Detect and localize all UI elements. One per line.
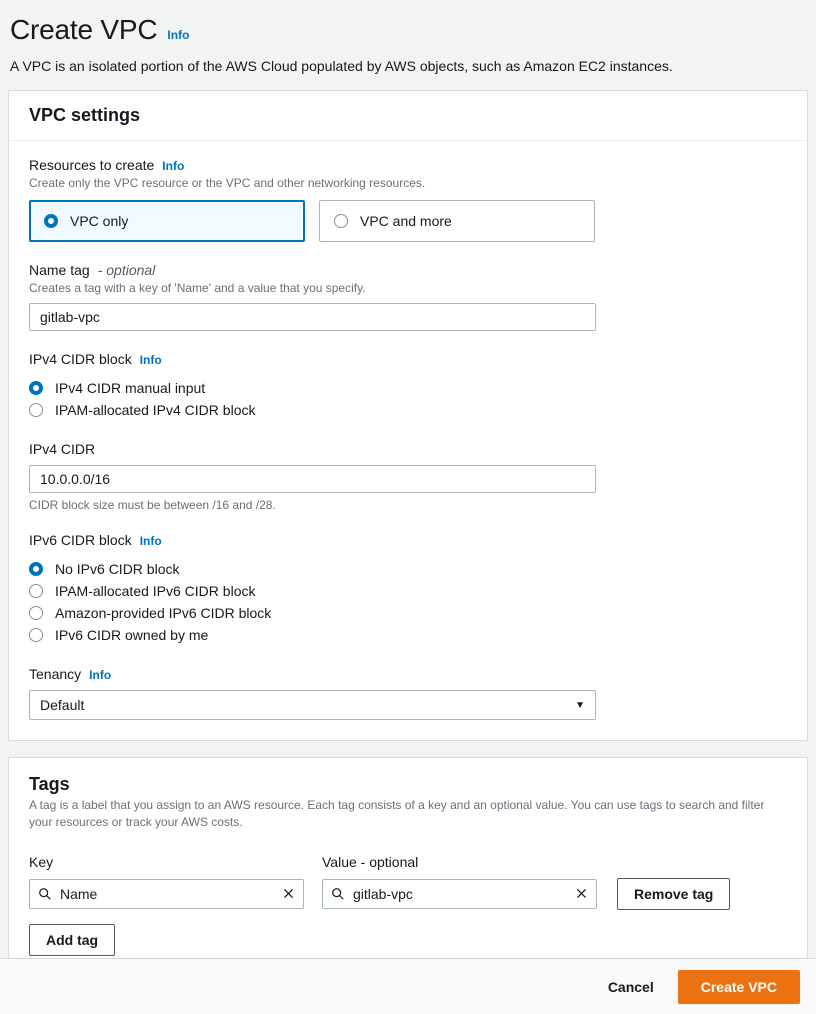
- search-icon: [331, 887, 345, 901]
- tags-description: A tag is a label that you assign to an AWS resource. Each tag consists of a key and an optional value. You can use tags to search and filter your resources or track your AWS costs.: [29, 798, 765, 830]
- tenancy-label-text: Tenancy: [29, 666, 82, 682]
- resource-option-vpc-only-label: VPC only: [70, 213, 129, 229]
- table-row: [29, 878, 787, 910]
- create-vpc-button[interactable]: Create VPC: [678, 970, 800, 1004]
- tenancy-info-link[interactable]: Info: [89, 668, 112, 682]
- ipv6-option-amazon-provided[interactable]: [29, 602, 787, 624]
- tag-value-input[interactable]: [322, 879, 597, 909]
- resources-to-create-description: Create only the VPC resource or the VPC and other networking resources.: [29, 176, 426, 190]
- tags-title: Tags: [29, 774, 70, 794]
- ipv4-cidr-input[interactable]: [29, 465, 596, 493]
- page-header: [0, 0, 816, 74]
- ipv4-cidr-block-label: [29, 351, 787, 367]
- tags-value-header-text: Value: [322, 853, 357, 870]
- ipv4-cidr-block-field: [29, 351, 787, 421]
- tenancy-selected-value: Default: [40, 697, 85, 713]
- name-tag-input[interactable]: [29, 303, 596, 331]
- tag-key-input[interactable]: [29, 879, 304, 909]
- radio-ipv6-ipam-icon: [29, 584, 43, 598]
- page-description: A VPC is an isolated portion of the AWS Cloud populated by AWS objects, such as Amazon EC2 instances.: [10, 58, 673, 74]
- ipv4-option-manual-input[interactable]: [29, 377, 787, 399]
- ipv4-cidr-block-options: [29, 377, 787, 421]
- ipv4-cidr-block-label-text: IPv4 CIDR block: [29, 351, 132, 367]
- tag-key-value: Name: [60, 885, 98, 902]
- resource-option-vpc-only[interactable]: [29, 200, 305, 242]
- ipv6-cidr-block-label-text: IPv6 CIDR block: [29, 532, 132, 548]
- ipv6-option-ipam[interactable]: [29, 580, 787, 602]
- clear-icon[interactable]: [282, 887, 295, 900]
- name-tag-optional: - optional: [97, 262, 156, 278]
- resource-option-vpc-and-more-label: VPC and more: [360, 213, 452, 229]
- tenancy-select[interactable]: [29, 690, 596, 720]
- ipv4-cidr-hint: CIDR block size must be between /16 and /28.: [29, 498, 276, 512]
- name-tag-label-text: Name tag: [29, 262, 90, 278]
- name-tag-description: Creates a tag with a key of 'Name' and a value that you specify.: [29, 281, 366, 295]
- tags-column-headers: [29, 854, 787, 870]
- ipv6-cidr-block-field: [29, 532, 787, 646]
- radio-ipv4-manual-icon: [29, 381, 43, 395]
- ipv6-option-amazon-label: Amazon-provided IPv6 CIDR block: [55, 605, 272, 621]
- resources-to-create-options: [29, 200, 787, 242]
- search-icon: [38, 887, 52, 901]
- tags-value-header: [322, 854, 597, 870]
- vpc-settings-panel: [8, 90, 808, 741]
- page-info-link[interactable]: Info: [167, 28, 190, 42]
- resources-to-create-label-text: Resources to create: [29, 157, 155, 173]
- tenancy-label: [29, 666, 787, 682]
- vpc-settings-title: VPC settings: [9, 91, 807, 141]
- add-tag-button[interactable]: Add tag: [29, 924, 115, 956]
- tenancy-field: [29, 666, 787, 720]
- tags-key-header: Key: [29, 853, 54, 870]
- ipv6-option-none[interactable]: [29, 558, 787, 580]
- name-tag-field: [29, 262, 787, 331]
- ipv4-cidr-block-info-link[interactable]: Info: [139, 353, 162, 367]
- ipv6-cidr-block-info-link[interactable]: Info: [139, 534, 162, 548]
- ipv4-cidr-label: [29, 441, 787, 457]
- resources-to-create-label: [29, 157, 787, 173]
- radio-ipv6-amazon-icon: [29, 606, 43, 620]
- footer-actions: [0, 958, 816, 1014]
- page-title-row: [10, 14, 806, 46]
- radio-ipv6-owned-icon: [29, 628, 43, 642]
- ipv4-option-manual-label: IPv4 CIDR manual input: [55, 380, 206, 396]
- tag-value-value: gitlab-vpc: [353, 885, 413, 902]
- chevron-down-icon: ▼: [575, 699, 585, 711]
- page-title: Create VPC: [10, 14, 158, 45]
- clear-icon[interactable]: [575, 887, 588, 900]
- resource-option-vpc-and-more[interactable]: [319, 200, 595, 242]
- ipv4-option-ipam[interactable]: [29, 399, 787, 421]
- name-tag-label: [29, 262, 787, 278]
- ipv6-option-owned-label: IPv6 CIDR owned by me: [55, 627, 209, 643]
- cancel-button[interactable]: Cancel: [602, 978, 660, 996]
- remove-tag-button[interactable]: Remove tag: [617, 878, 730, 910]
- ipv4-cidr-label-text: IPv4 CIDR: [29, 441, 96, 457]
- tags-value-optional: - optional: [360, 853, 419, 870]
- radio-vpc-and-more-icon: [334, 214, 348, 228]
- ipv6-option-owned-by-me[interactable]: [29, 624, 787, 646]
- ipv6-option-ipam-label: IPAM-allocated IPv6 CIDR block: [55, 583, 256, 599]
- radio-ipv6-none-icon: [29, 562, 43, 576]
- radio-vpc-only-icon: [44, 214, 58, 228]
- radio-ipv4-ipam-icon: [29, 403, 43, 417]
- ipv6-cidr-block-options: [29, 558, 787, 646]
- ipv6-cidr-block-label: [29, 532, 787, 548]
- resources-to-create-info-link[interactable]: Info: [162, 159, 185, 173]
- ipv4-option-ipam-label: IPAM-allocated IPv4 CIDR block: [55, 402, 256, 418]
- vpc-settings-body: [9, 141, 807, 740]
- ipv4-cidr-field: [29, 441, 787, 512]
- ipv6-option-none-label: No IPv6 CIDR block: [55, 561, 180, 577]
